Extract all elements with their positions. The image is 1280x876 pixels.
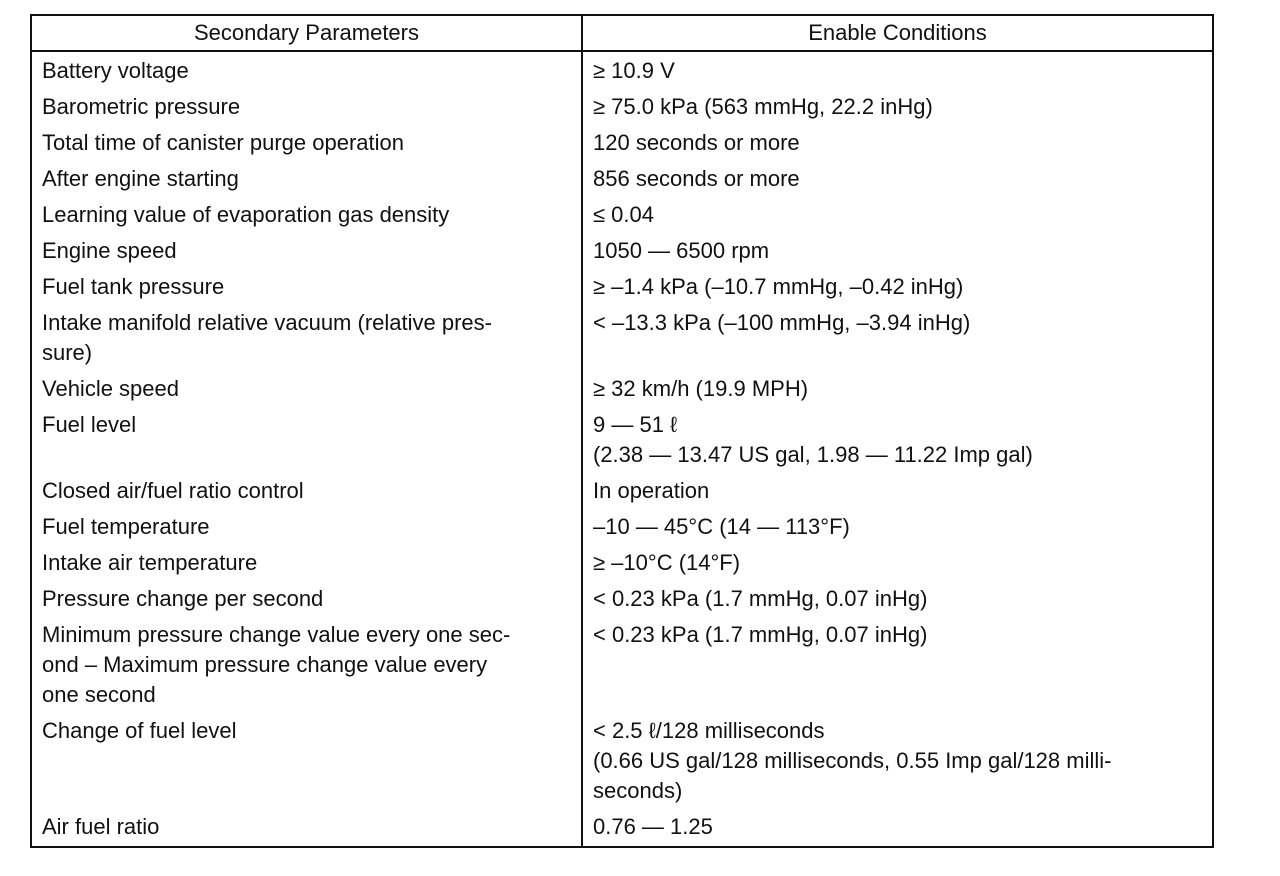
condition-cell: 9 — 51 ℓ (2.38 — 13.47 US gal, 1.98 — 11.22 Imp gal) bbox=[582, 406, 1213, 472]
parameter-cell: Barometric pressure bbox=[31, 88, 582, 124]
parameter-cell: Intake air temperature bbox=[31, 544, 582, 580]
table-row bbox=[31, 124, 1213, 160]
parameter-cell: Total time of canister purge operation bbox=[31, 124, 582, 160]
table-row bbox=[31, 268, 1213, 304]
condition-cell: ≥ 75.0 kPa (563 mmHg, 22.2 inHg) bbox=[582, 88, 1213, 124]
table-row bbox=[31, 406, 1213, 472]
condition-cell: < –13.3 kPa (–100 mmHg, –3.94 inHg) bbox=[582, 304, 1213, 370]
parameter-cell: Closed air/fuel ratio control bbox=[31, 472, 582, 508]
table-row bbox=[31, 196, 1213, 232]
condition-cell: ≥ –10°C (14°F) bbox=[582, 544, 1213, 580]
parameter-cell: Intake manifold relative vacuum (relative pres- sure) bbox=[31, 304, 582, 370]
parameter-cell: Pressure change per second bbox=[31, 580, 582, 616]
parameter-cell: Engine speed bbox=[31, 232, 582, 268]
condition-cell: In operation bbox=[582, 472, 1213, 508]
condition-cell: ≥ 32 km/h (19.9 MPH) bbox=[582, 370, 1213, 406]
condition-cell: < 0.23 kPa (1.7 mmHg, 0.07 inHg) bbox=[582, 616, 1213, 712]
condition-cell: 1050 — 6500 rpm bbox=[582, 232, 1213, 268]
header-secondary-parameters: Secondary Parameters bbox=[31, 15, 582, 51]
table-row bbox=[31, 544, 1213, 580]
condition-cell: –10 — 45°C (14 — 113°F) bbox=[582, 508, 1213, 544]
table-row bbox=[31, 304, 1213, 370]
condition-cell: ≤ 0.04 bbox=[582, 196, 1213, 232]
table-row bbox=[31, 51, 1213, 88]
parameter-cell: Fuel level bbox=[31, 406, 582, 472]
condition-cell: 856 seconds or more bbox=[582, 160, 1213, 196]
parameter-cell: Fuel tank pressure bbox=[31, 268, 582, 304]
parameter-cell: Fuel temperature bbox=[31, 508, 582, 544]
condition-cell: < 2.5 ℓ/128 milliseconds (0.66 US gal/128 milliseconds, 0.55 Imp gal/128 milli- seconds) bbox=[582, 712, 1213, 808]
header-enable-conditions: Enable Conditions bbox=[582, 15, 1213, 51]
parameter-cell: Learning value of evaporation gas density bbox=[31, 196, 582, 232]
table-row bbox=[31, 88, 1213, 124]
condition-cell: ≥ 10.9 V bbox=[582, 51, 1213, 88]
table-row bbox=[31, 160, 1213, 196]
table-row bbox=[31, 808, 1213, 847]
condition-cell: 0.76 — 1.25 bbox=[582, 808, 1213, 847]
table-row bbox=[31, 232, 1213, 268]
table-row bbox=[31, 712, 1213, 808]
table-row bbox=[31, 508, 1213, 544]
table-row bbox=[31, 580, 1213, 616]
parameter-cell: Minimum pressure change value every one sec- ond – Maximum pressure change value every one second bbox=[31, 616, 582, 712]
enable-conditions-table bbox=[30, 14, 1214, 848]
parameter-cell: Battery voltage bbox=[31, 51, 582, 88]
parameter-cell: Air fuel ratio bbox=[31, 808, 582, 847]
table-row bbox=[31, 370, 1213, 406]
condition-cell: 120 seconds or more bbox=[582, 124, 1213, 160]
condition-cell: ≥ –1.4 kPa (–10.7 mmHg, –0.42 inHg) bbox=[582, 268, 1213, 304]
parameter-cell: Change of fuel level bbox=[31, 712, 582, 808]
header-row bbox=[31, 15, 1213, 51]
table-row bbox=[31, 472, 1213, 508]
parameter-cell: Vehicle speed bbox=[31, 370, 582, 406]
table-row bbox=[31, 616, 1213, 712]
condition-cell: < 0.23 kPa (1.7 mmHg, 0.07 inHg) bbox=[582, 580, 1213, 616]
parameter-cell: After engine starting bbox=[31, 160, 582, 196]
